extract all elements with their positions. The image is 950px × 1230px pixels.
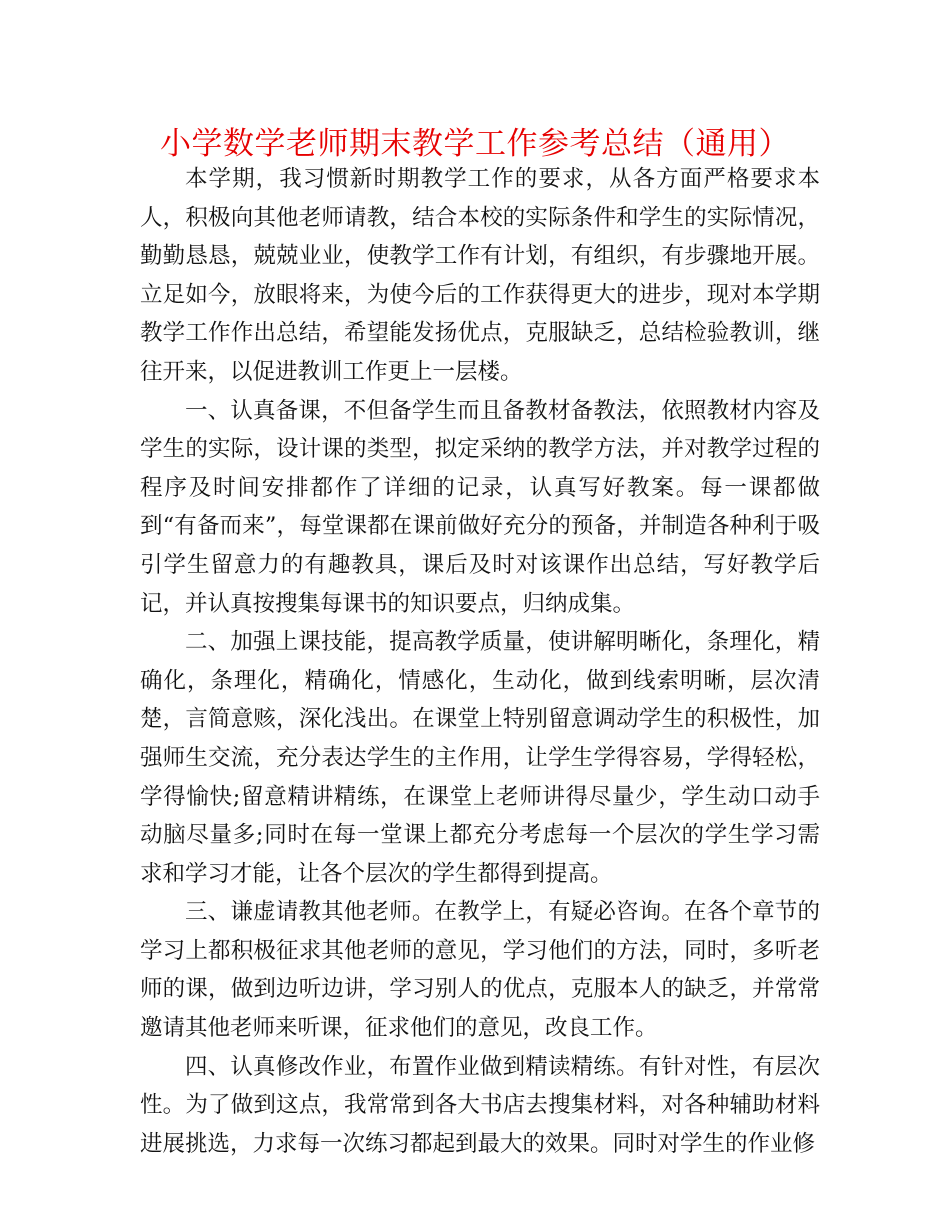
paragraph-lesson-preparation: 一、认真备课，不但备学生而且备教材备教法，依照教材内容及学生的实际，设计课的类型，拟定采纳的教学方法，并对教学过程的程序及时间安排都作了详细的记录，认真写好教案。每一课都做到“有备而来”，每堂课都在课前做好充分的预备，并制造各种利于吸引学生留意力的有趣教具，课后及时对该课作出总结，写好教学后记，并认真按搜集每课书的知识要点，归纳成集。 xyxy=(140,397,820,617)
document-title: 小学数学老师期末教学工作参考总结（通用） xyxy=(160,126,790,162)
paragraph-intro: 本学期，我习惯新时期教学工作的要求，从各方面严格要求本人，积极向其他老师请教，结合本校的实际条件和学生的实际情况，勤勤恳恳，兢兢业业，使教学工作有计划，有组织，有步骤地开展。立足如今，放眼将来，为使今后的工作获得更大的进步，现对本学期教学工作作出总结，希望能发扬优点，克服缺乏，总结检验教训，继往开来，以促进教训工作更上一层楼。 xyxy=(140,166,820,385)
document-body xyxy=(140,160,820,1163)
paragraph-homework-correction: 四、认真修改作业，布置作业做到精读精练。有针对性，有层次性。为了做到这点，我常常到各大书店去搜集材料，对各种辅助材料进展挑选，力求每一次练习都起到最大的效果。同时对学生的作业修 xyxy=(140,1053,820,1157)
paragraph-learning-from-colleagues: 三、谦虚请教其他老师。在教学上，有疑必咨询。在各个章节的学习上都积极征求其他老师的意见，学习他们的方法，同时，多听老师的课，做到边听边讲，学习别人的优点，克服本人的缺乏，并常常邀请其他老师来听课，征求他们的意见，改良工作。 xyxy=(140,899,820,1042)
paragraph-teaching-skills: 二、加强上课技能，提高教学质量，使讲解明晰化，条理化，精确化，条理化，精确化，情感化，生动化，做到线索明晰，层次清楚，言简意赅，深化浅出。在课堂上特别留意调动学生的积极性，加强师生交流，充分表达学生的主作用，让学生学得容易，学得轻松，学得愉快;留意精讲精练，在课堂上老师讲得尽量少，学生动口动手动脑尽量多;同时在每一堂课上都充分考虑每一个层次的学生学习需求和学习才能，让各个层次的学生都得到提高。 xyxy=(140,629,820,887)
